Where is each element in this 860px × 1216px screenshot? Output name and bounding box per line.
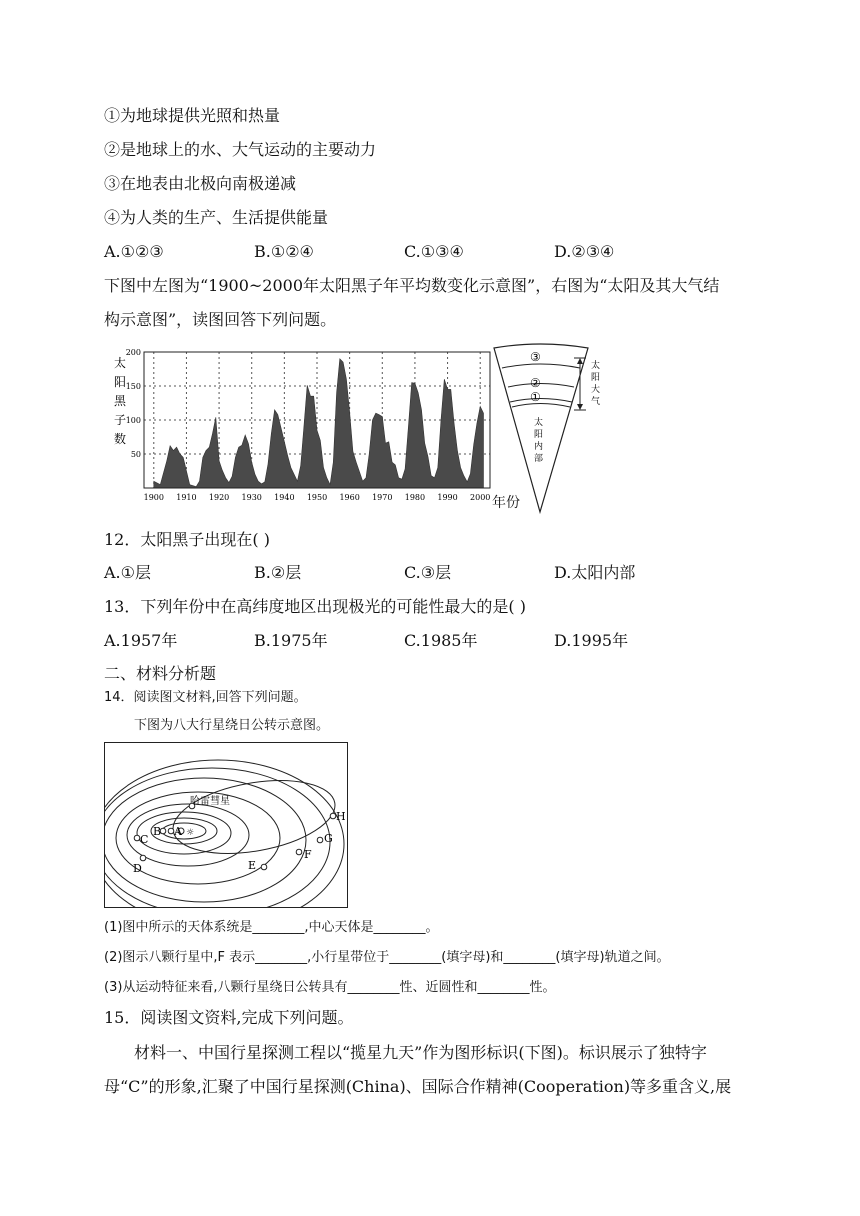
sun-symbol-icon: ☼ [186,828,195,838]
planet-g-label: G [324,832,333,845]
atmosphere-label-char: 大 [591,385,601,395]
q14-sub2: (2)图示八颗行星中,F 表示________,小行星带位于________(填字母)和________(填字母)轨道之间。 [104,950,670,965]
statement-2: ②是地球上的水、大气运动的主要动力 [104,140,377,159]
layer-label-3: ③ [530,350,541,364]
sun-wedge [494,344,588,512]
q11-option-c: C.①③④ [404,242,464,261]
y-tick-label: 50 [130,450,141,459]
ylabel-char: 数 [114,432,127,446]
q12-option-d: D.太阳内部 [554,563,636,582]
q13-option-d: D.1995年 [554,631,629,650]
interior-label-char: 内 [534,442,544,452]
x-tick-label: 1990 [437,493,458,502]
q13-option-a: A.1957年 [104,631,178,650]
q15-material-line2: 母“C”的形象,汇聚了中国行星探测(China)、国际合作精神(Cooperation)等多重含义,展 [104,1077,732,1096]
q12-option-b: B.②层 [254,563,302,582]
q13-option-b: B.1975年 [254,631,328,650]
planet-e-label: E [248,859,257,872]
comet-label: 哈雷彗星 [190,796,230,807]
interior-label-char: 部 [534,454,544,464]
y-tick-label: 100 [125,416,141,425]
planet-e-marker [261,864,267,870]
planet-a-label: A [174,825,182,838]
ylabel-char: 阳 [114,375,127,389]
x-axis-title: 年份 [492,495,520,511]
x-tick-label: 2000 [470,493,491,502]
q11-option-d: D.②③④ [554,242,615,261]
x-tick-label: 1940 [274,493,295,502]
interior-label-char: 太 [534,418,544,428]
q14-intro: 下图为八大行星绕日公转示意图。 [134,718,330,733]
intro-line-1: 下图中左图为“1900~2000年太阳黑子年平均数变化示意图”，右图为“太阳及其大气结 [104,276,720,295]
x-tick-label: 1930 [241,493,262,502]
ylabel-char: 黑 [114,394,127,408]
planet-h-marker [330,813,336,819]
sunspot-series-area [154,359,484,488]
q13-stem: 13．下列年份中在高纬度地区出现极光的可能性最大的是( ) [104,597,526,616]
q13-option-c: C.1985年 [404,631,478,650]
planet-f-marker [296,849,302,855]
x-tick-label: 1910 [176,493,197,502]
planet-c-label: C [140,833,149,846]
x-tick-label: 1950 [306,493,328,502]
x-tick-label: 1970 [372,493,393,502]
q15-material-line1: 材料一、中国行星探测工程以“揽星九天”作为图形标识(下图)。标识展示了独特字 [134,1043,707,1062]
x-tick-label: 1980 [404,493,426,502]
statement-3: ③在地表由北极向南极递减 [104,174,297,193]
planet-a-marker [168,828,174,834]
planet-h-label: H [336,810,346,823]
x-tick-label: 1920 [208,493,230,502]
statement-1: ①为地球提供光照和热量 [104,106,281,125]
interior-label-char: 阳 [534,430,544,440]
planet-b-label: B [153,825,162,838]
q11-option-a: A.①②③ [104,242,164,261]
q11-option-b: B.①②④ [254,242,314,261]
statement-4: ④为人类的生产、生活提供能量 [104,208,329,227]
atmosphere-label-char: 阳 [591,373,601,383]
planet-c-marker [134,835,140,841]
section-heading: 二、材料分析题 [104,664,217,683]
layer-label-1: ① [530,390,541,404]
planet-g-marker [317,837,323,843]
sun-structure-diagram [492,340,608,518]
x-tick-label: 1960 [339,493,360,502]
y-axis-title [114,355,127,446]
q14-sub1: (1)图中所示的天体系统是________,中心天体是________。 [104,920,439,935]
q14-sub3: (3)从运动特征来看,八颗行星绕日公转具有________性、近圆性和________性。 [104,980,556,995]
planet-f-label: F [304,848,312,861]
x-tick-label: 1900 [143,493,164,502]
ylabel-char: 太 [114,356,127,370]
atmosphere-label-char: 太 [591,361,601,371]
intro-line-2: 构示意图”，读图回答下列问题。 [104,310,337,329]
q14-stem: 14．阅读图文材料,回答下列问题。 [104,690,307,705]
planet-d-marker [140,855,146,861]
q15-stem: 15．阅读图文资料,完成下列问题。 [104,1008,354,1027]
y-tick-label: 200 [125,348,141,357]
sunspot-chart-svg [104,340,494,518]
q12-option-c: C.③层 [404,563,452,582]
arrow-head-bottom [577,404,583,410]
q12-stem: 12．太阳黑子出现在( ) [104,530,270,549]
y-tick-label: 150 [125,382,141,391]
sunspot-chart [104,340,494,518]
q12-option-a: A.①层 [104,563,151,582]
layer-label-2: ② [530,376,541,390]
planet-d-label: D [133,862,142,875]
atmosphere-label-char: 气 [591,397,601,407]
solar-system-diagram [104,742,348,908]
ylabel-char: 子 [114,413,127,427]
